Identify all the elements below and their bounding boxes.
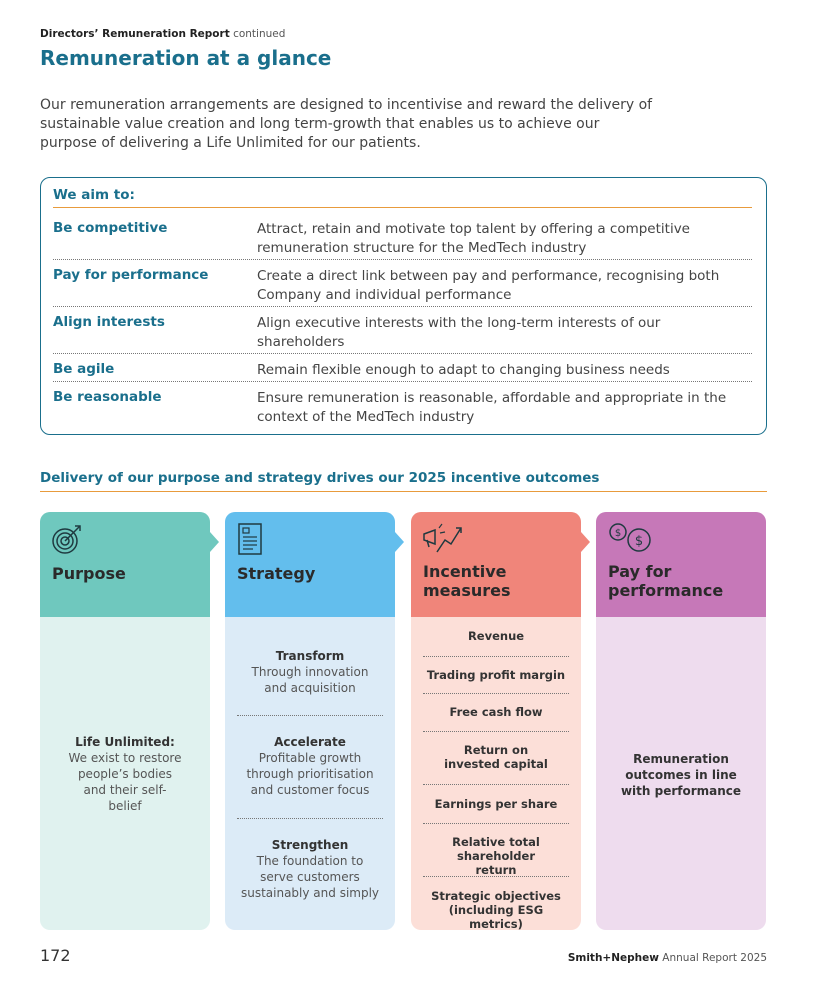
section-name: Directors’ Remuneration Report [40, 28, 230, 40]
measures-title-line1: Incentive [423, 562, 507, 581]
aim-value: Align executive interests with the long-term interests of our shareholders [257, 315, 661, 350]
measure-item: Return on invested capital [444, 743, 548, 771]
aims-title: We aim to: [53, 187, 135, 203]
measure-item: Strategic objectives (including ESG metrics) [431, 889, 561, 931]
brand-name: Smith+Nephew [567, 952, 659, 964]
delivery-rule [40, 491, 767, 492]
intro-paragraph: Our remuneration arrangements are designed to incentivise and reward the delivery of sustainable value creation and long term-growth that enables us to achieve our purpose of delivering a Life Unlimited for our patients. [40, 97, 653, 151]
aim-row [53, 314, 752, 354]
pay-title-line2: performance [608, 581, 724, 600]
strategy-item [225, 837, 395, 901]
delivery-title: Delivery of our purpose and strategy drives our 2025 incentive outcomes [40, 470, 600, 486]
footer-text [568, 952, 767, 964]
page-title: Remuneration at a glance [40, 46, 332, 70]
section-label [40, 28, 285, 40]
measure-divider [423, 731, 569, 732]
measure-divider [423, 823, 569, 824]
measure-item: Earnings per share [434, 797, 558, 811]
measures-title [423, 562, 511, 600]
aim-key: Be competitive [53, 220, 168, 236]
aim-value: Remain flexible enough to adapt to changing business needs [257, 362, 670, 378]
svg-text:$: $ [614, 528, 622, 539]
strategy-header [225, 512, 395, 617]
purpose-column [40, 512, 210, 930]
strategy-divider [237, 818, 383, 819]
report-name: Annual Report 2025 [662, 952, 767, 964]
aim-row [53, 267, 752, 307]
purpose-body: We exist to restore people’s bodies and their self-belief [68, 751, 182, 813]
strategy-divider [237, 715, 383, 716]
measures-title-line2: measures [423, 581, 511, 600]
strategy-item [225, 734, 395, 798]
aim-row [53, 389, 752, 429]
purpose-title: Purpose [52, 564, 126, 583]
strategy-body: Through innovation and acquisition [251, 665, 369, 695]
measure-item: Trading profit margin [426, 668, 566, 682]
aim-row [53, 361, 752, 382]
measure-item: Free cash flow [449, 705, 543, 719]
document-icon [235, 522, 269, 556]
megaphone-chart-icon [421, 522, 465, 556]
aim-value: Create a direct link between pay and performance, recognising both Company and individual performance [257, 268, 720, 303]
flow-arrow [395, 532, 404, 552]
aims-rule [53, 207, 752, 208]
aim-value: Attract, retain and motivate top talent by offering a competitive remuneration structure for the MedTech industry [257, 221, 690, 256]
page-number: 172 [40, 946, 71, 965]
aims-box [40, 177, 767, 435]
pay-column [596, 512, 766, 930]
pay-header [596, 512, 766, 617]
strategy-heading: Strengthen [271, 838, 349, 852]
aim-key: Align interests [53, 314, 165, 330]
coins-icon [606, 522, 654, 556]
strategy-column [225, 512, 395, 930]
flow-arrow [210, 532, 219, 552]
aim-key: Pay for performance [53, 267, 209, 283]
strategy-heading: Transform [275, 649, 345, 663]
continued-label: continued [233, 28, 286, 40]
strategy-title: Strategy [237, 564, 316, 583]
target-icon [50, 522, 84, 556]
purpose-header [40, 512, 210, 617]
pay-title [608, 562, 723, 600]
measure-divider [423, 693, 569, 694]
pay-text: Remuneration outcomes in line with performance [620, 752, 742, 798]
pay-title-line1: Pay for [608, 562, 672, 581]
aim-key: Be agile [53, 361, 115, 377]
purpose-text [40, 734, 210, 814]
aim-value: Ensure remuneration is reasonable, affordable and appropriate in the context of the MedTech industry [257, 390, 727, 425]
strategy-heading: Accelerate [274, 735, 346, 749]
purpose-heading: Life Unlimited: [75, 735, 175, 749]
aim-key: Be reasonable [53, 389, 162, 405]
measure-divider [423, 876, 569, 877]
flow-arrow [581, 532, 590, 552]
measures-column [411, 512, 581, 930]
svg-text:$: $ [634, 534, 644, 549]
strategy-body: The foundation to serve customers sustainably and simply [240, 854, 380, 900]
aim-row [53, 220, 752, 260]
measure-item: Relative total shareholder return [452, 835, 540, 877]
strategy-body: Profitable growth through prioritisation and customer focus [246, 751, 374, 797]
measure-item: Revenue [467, 629, 525, 643]
strategy-item [225, 648, 395, 696]
measure-divider [423, 656, 569, 657]
measure-divider [423, 784, 569, 785]
measures-header [411, 512, 581, 617]
